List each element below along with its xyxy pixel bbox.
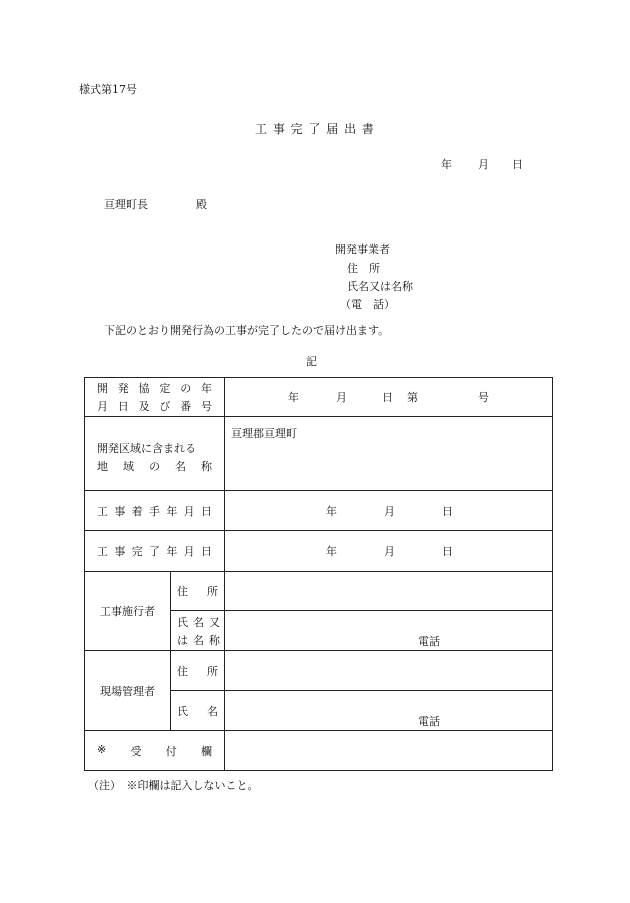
contractor-name-label-line1: 氏 名 又	[177, 615, 220, 629]
permit-label-line1: 開 発 協 定 の 年	[97, 382, 212, 395]
row-permit	[85, 378, 553, 417]
applicant-address-label: 住 所	[347, 262, 380, 275]
permit-value: 年 月 日 第 号	[288, 391, 489, 404]
manager-label: 現場管理者	[100, 684, 155, 698]
applicant-name-label: 氏名又は名称	[347, 280, 413, 293]
manager-name-field[interactable]	[225, 691, 553, 731]
reception-field	[225, 731, 553, 771]
manager-address-label: 住 所	[177, 664, 218, 678]
contractor-label-cell	[85, 572, 171, 651]
manager-name-label: 氏 名	[177, 704, 218, 718]
contractor-label: 工事施行者	[100, 605, 155, 618]
area-value: 亘理郡亘理町	[231, 427, 297, 440]
form-number: 様式第17号	[79, 83, 137, 96]
complete-label: 工 事 完 了 年 月 日	[97, 545, 212, 558]
contractor-address-label-cell	[171, 572, 225, 611]
contractor-name-label-line2: は 名 称	[177, 633, 220, 647]
complete-value: 年 月 日	[326, 545, 453, 558]
start-label: 工 事 着 手 年 月 日	[97, 504, 212, 518]
addressee-name: 亘理町長	[104, 198, 148, 211]
row-contractor-address	[85, 572, 553, 611]
permit-label-line2: 月 日 及 び 番 号	[97, 400, 212, 413]
permit-label-cell	[85, 378, 225, 417]
manager-address-label-cell	[171, 651, 225, 691]
area-label-line1: 開発区域に含まれる	[97, 441, 196, 455]
row-start-date	[85, 491, 553, 531]
footnote: （注） ※印欄は記入しないこと。	[88, 779, 259, 792]
contractor-address-label: 住 所	[177, 585, 218, 598]
notification-table	[84, 377, 553, 771]
complete-label-cell	[85, 531, 225, 572]
area-label-cell	[85, 417, 225, 491]
contractor-name-label-cell	[171, 611, 225, 651]
date-day: 日	[512, 158, 523, 171]
row-reception	[85, 731, 553, 771]
date-year: 年	[441, 158, 452, 171]
ki-heading: 記	[306, 355, 317, 368]
contractor-phone-label: 電話	[418, 635, 440, 648]
complete-value-cell[interactable]	[225, 531, 553, 572]
start-value-cell[interactable]	[225, 491, 553, 531]
document-title: 工 事 完 了 届 出 書	[255, 122, 375, 136]
area-label-line2: 地 域 の 名 称	[97, 459, 212, 473]
applicant-phone-label: （電 話）	[340, 298, 395, 311]
row-area	[85, 417, 553, 491]
manager-address-field[interactable]	[225, 651, 553, 691]
contractor-name-field[interactable]	[225, 611, 553, 651]
manager-label-cell	[85, 651, 171, 731]
manager-phone-label: 電話	[418, 715, 440, 728]
intro-sentence: 下記のとおり開発行為の工事が完了したので届け出ます。	[104, 324, 390, 337]
area-value-cell[interactable]	[225, 417, 553, 491]
contractor-address-field[interactable]	[225, 572, 553, 611]
permit-value-cell[interactable]	[225, 378, 553, 417]
start-label-cell	[85, 491, 225, 531]
reception-label-cell	[85, 731, 225, 771]
row-manager-address	[85, 651, 553, 691]
manager-name-label-cell	[171, 691, 225, 731]
addressee-honorific: 殿	[196, 198, 207, 211]
row-complete-date	[85, 531, 553, 572]
start-value: 年 月 日	[326, 504, 453, 518]
date-month: 月	[478, 158, 489, 171]
reception-label: ※ 受 付 欄	[97, 742, 212, 758]
applicant-heading: 開発事業者	[335, 243, 390, 256]
